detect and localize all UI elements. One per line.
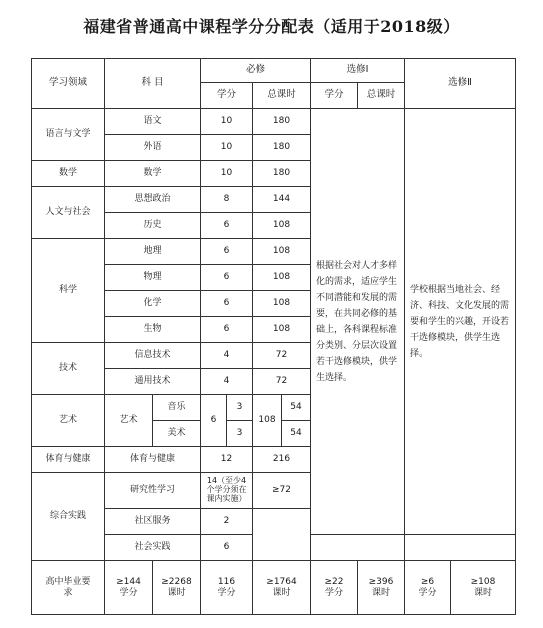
credits-research-study: 14（至少4个学分须在课内实施） [201, 473, 253, 509]
subject-foreign-language: 外语 [105, 135, 201, 161]
domain-language: 语言与文学 [32, 109, 105, 161]
credits-chemistry: 6 [201, 291, 253, 317]
header-elective1: 选修Ⅰ [311, 59, 405, 83]
credits-fine-art: 3 [227, 421, 253, 447]
domain-technology: 技术 [32, 343, 105, 395]
graduation-elective2-credits [405, 561, 451, 615]
credits-physics: 6 [201, 265, 253, 291]
header-elective1-hours: 总课时 [358, 83, 405, 109]
subject-math: 数学 [105, 161, 201, 187]
subject-general-technology: 通用技术 [105, 369, 201, 395]
graduation-elective2-hours [451, 561, 516, 615]
graduation-required-hours-unit: 课时 [272, 587, 291, 598]
graduation-required-credits-value: 116 [217, 577, 236, 588]
header-elective2: 选修Ⅱ [405, 59, 516, 109]
hours-community-social-blank [253, 509, 311, 561]
credits-social-practice: 6 [201, 535, 253, 561]
hours-history: 108 [253, 213, 311, 239]
credits-politics: 8 [201, 187, 253, 213]
credits-chinese: 10 [201, 109, 253, 135]
hours-biology: 108 [253, 317, 311, 343]
hours-physics: 108 [253, 265, 311, 291]
subject-social-practice: 社会实践 [105, 535, 201, 561]
subject-politics: 思想政治 [105, 187, 201, 213]
header-domain: 学习领域 [32, 59, 105, 109]
hours-foreign-language: 180 [253, 135, 311, 161]
hours-pe: 216 [253, 447, 311, 473]
header-required: 必修 [201, 59, 311, 83]
subject-research-study: 研究性学习 [105, 473, 201, 509]
hours-chinese: 180 [253, 109, 311, 135]
credits-general-technology: 4 [201, 369, 253, 395]
graduation-elective1-credits-unit: 学分 [325, 587, 344, 598]
domain-comprehensive-practice: 综合实践 [32, 473, 105, 561]
header-elective1-credits: 学分 [311, 83, 358, 109]
hours-general-technology: 72 [253, 369, 311, 395]
graduation-required-credits-unit: 学分 [217, 587, 236, 598]
elective1-blank-bottom [311, 535, 405, 561]
hours-arts-total: 108 [253, 395, 282, 447]
credits-history: 6 [201, 213, 253, 239]
credits-music: 3 [227, 395, 253, 421]
domain-humanities: 人文与社会 [32, 187, 105, 239]
subject-physics: 物理 [105, 265, 201, 291]
hours-math: 180 [253, 161, 311, 187]
subject-chinese: 语文 [105, 109, 201, 135]
hours-music: 54 [282, 395, 311, 421]
header-required-hours: 总课时 [253, 83, 311, 109]
subject-music: 音乐 [153, 395, 201, 421]
graduation-total-hours [153, 561, 201, 615]
graduation-total-credits-value: ≥144 [116, 577, 141, 588]
domain-arts: 艺术 [32, 395, 105, 447]
subject-community-service: 社区服务 [105, 509, 201, 535]
graduation-elective2-credits-value: ≥6 [420, 577, 435, 588]
hours-research-study: ≥72 [253, 473, 311, 509]
credits-arts-total: 6 [201, 395, 227, 447]
elective2-description: 学校根据当地社会、经济、科技、文化发展的需要和学生的兴趣，开设若干选修模块，供学生选择。 [405, 109, 516, 535]
subject-geography: 地理 [105, 239, 201, 265]
elective2-blank-bottom [405, 535, 516, 561]
subject-biology: 生物 [105, 317, 201, 343]
graduation-elective1-credits [311, 561, 358, 615]
subject-pe: 体育与健康 [105, 447, 201, 473]
graduation-elective1-hours-value: ≥396 [368, 577, 394, 588]
graduation-required-hours-value: ≥1764 [266, 577, 297, 588]
graduation-elective1-hours [358, 561, 405, 615]
subject-information-technology: 信息技术 [105, 343, 201, 369]
page-title: 福建省普通高中课程学分分配表（适用于2018级） [83, 17, 460, 36]
credits-biology: 6 [201, 317, 253, 343]
hours-information-technology: 72 [253, 343, 311, 369]
graduation-total-credits [105, 561, 153, 615]
graduation-required-hours [253, 561, 311, 615]
graduation-total-hours-value: ≥2268 [161, 577, 192, 588]
graduation-elective2-hours-unit: 课时 [474, 587, 493, 598]
header-subject: 科 目 [105, 59, 201, 109]
graduation-elective1-hours-unit: 课时 [372, 587, 391, 598]
graduation-required-credits [201, 561, 253, 615]
graduation-total-credits-unit: 学分 [119, 587, 138, 598]
hours-politics: 144 [253, 187, 311, 213]
credits-information-technology: 4 [201, 343, 253, 369]
subject-chemistry: 化学 [105, 291, 201, 317]
credits-pe: 12 [201, 447, 253, 473]
hours-chemistry: 108 [253, 291, 311, 317]
graduation-total-hours-unit: 课时 [167, 587, 186, 598]
credits-math: 10 [201, 161, 253, 187]
graduation-elective1-credits-value: ≥22 [324, 577, 344, 588]
credits-geography: 6 [201, 239, 253, 265]
hours-geography: 108 [253, 239, 311, 265]
credits-community-service: 2 [201, 509, 253, 535]
domain-math: 数学 [32, 161, 105, 187]
graduation-elective2-credits-unit: 学分 [418, 587, 437, 598]
subject-fine-art: 美术 [153, 421, 201, 447]
hours-fine-art: 54 [282, 421, 311, 447]
credit-table [31, 58, 516, 615]
graduation-label: 高中毕业要求 [32, 561, 105, 615]
domain-pe: 体育与健康 [32, 447, 105, 473]
subject-arts: 艺术 [105, 395, 153, 447]
subject-history: 历史 [105, 213, 201, 239]
elective1-description: 根据社会对人才多样化的需求，适应学生不同潜能和发展的需要，在共同必修的基础上，各科课程标准分类别、分层次设置若干选修模块，供学生选择。 [311, 109, 405, 535]
graduation-elective2-hours-value: ≥108 [470, 577, 496, 588]
domain-science: 科学 [32, 239, 105, 343]
header-required-credits: 学分 [201, 83, 253, 109]
credits-foreign-language: 10 [201, 135, 253, 161]
